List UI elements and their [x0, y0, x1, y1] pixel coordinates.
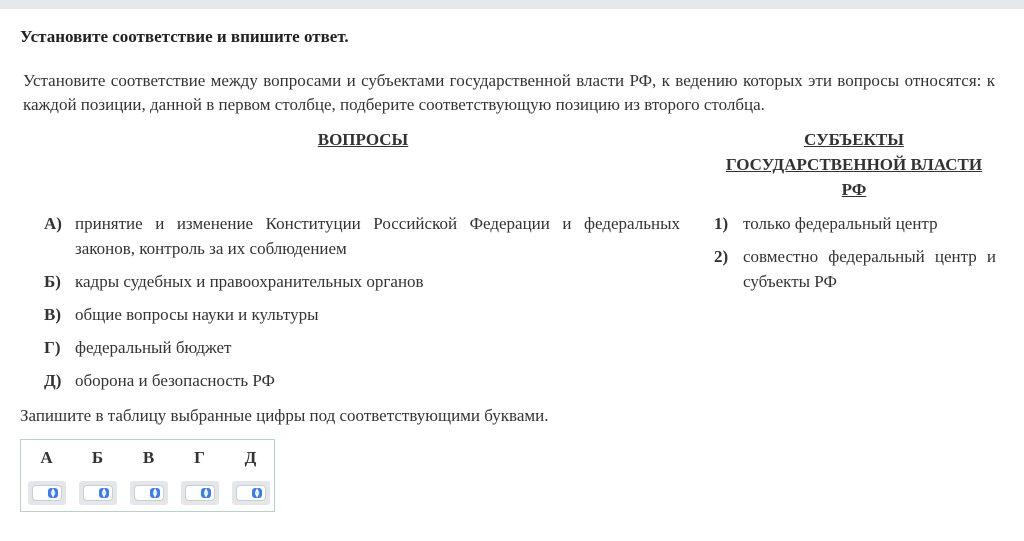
answer-table [20, 439, 275, 512]
question-letter: Д) [44, 371, 62, 390]
top-bar [0, 0, 1024, 9]
answer-column-letter: Д [244, 448, 257, 467]
select-box[interactable] [32, 485, 62, 501]
question-item [44, 335, 680, 360]
chevron-updown-icon: ▲ ▼ [252, 488, 262, 498]
question-text: общие вопросы науки и культуры [75, 305, 319, 324]
answer-column-letter: В [142, 448, 155, 467]
select-box[interactable] [134, 485, 164, 501]
subject-item [714, 244, 996, 294]
subject-text: совместно федеральный центр и субъекты РФ [743, 247, 996, 291]
subject-item [714, 211, 996, 236]
chevron-updown-icon: ▲ ▼ [150, 488, 160, 498]
subjects-column-header: СУБЪЕКТЫ ГОСУДАРСТВЕННОЙ ВЛАСТИ РФ [725, 130, 983, 199]
question-letter: А) [44, 214, 62, 233]
select-box[interactable] [83, 485, 113, 501]
subject-number: 1) [714, 214, 729, 233]
question-text: кадры судебных и правоохранительных органов [75, 272, 424, 291]
chevron-updown-icon: ▲ ▼ [48, 488, 58, 498]
question-item [44, 368, 680, 393]
question-letter: Б) [44, 272, 61, 291]
question-item [44, 302, 680, 327]
subject-number: 2) [714, 247, 729, 266]
answer-select-b[interactable] [79, 481, 117, 505]
answer-prompt: Запишите в таблицу выбранные цифры под соответствующими буквами. [20, 406, 549, 425]
chevron-updown-icon: ▲ ▼ [201, 488, 211, 498]
instruction-heading: Установите соответствие и впишите ответ. [20, 27, 349, 46]
question-text: принятие и изменение Конституции Российской Федерации и федеральных законов, контроль за их соблюдением [75, 214, 680, 258]
question-item [44, 211, 680, 261]
answer-column-letter: Г [194, 448, 205, 467]
answer-select-v[interactable] [130, 481, 168, 505]
answer-column-letter: Б [91, 448, 104, 467]
subject-text: только федеральный центр [743, 214, 938, 233]
answer-select-d[interactable] [232, 481, 270, 505]
select-box[interactable] [236, 485, 266, 501]
question-text: оборона и безопасность РФ [75, 371, 275, 390]
question-item [44, 269, 680, 294]
select-box[interactable] [185, 485, 215, 501]
question-letter: В) [44, 305, 61, 324]
task-text: Установите соответствие между вопросами и субъектами государственной власти РФ, к ведению которых эти вопросы относятся: к каждой позиции, данной в первом столбце, подберите соответствующую позицию из второго столбца. [23, 71, 995, 114]
question-text: федеральный бюджет [75, 338, 232, 357]
question-letter: Г) [44, 338, 61, 357]
chevron-updown-icon: ▲ ▼ [99, 488, 109, 498]
answer-select-g[interactable] [181, 481, 219, 505]
answer-column-letter: А [40, 448, 53, 467]
questions-column-header: ВОПРОСЫ [317, 130, 409, 149]
answer-select-a[interactable] [28, 481, 66, 505]
